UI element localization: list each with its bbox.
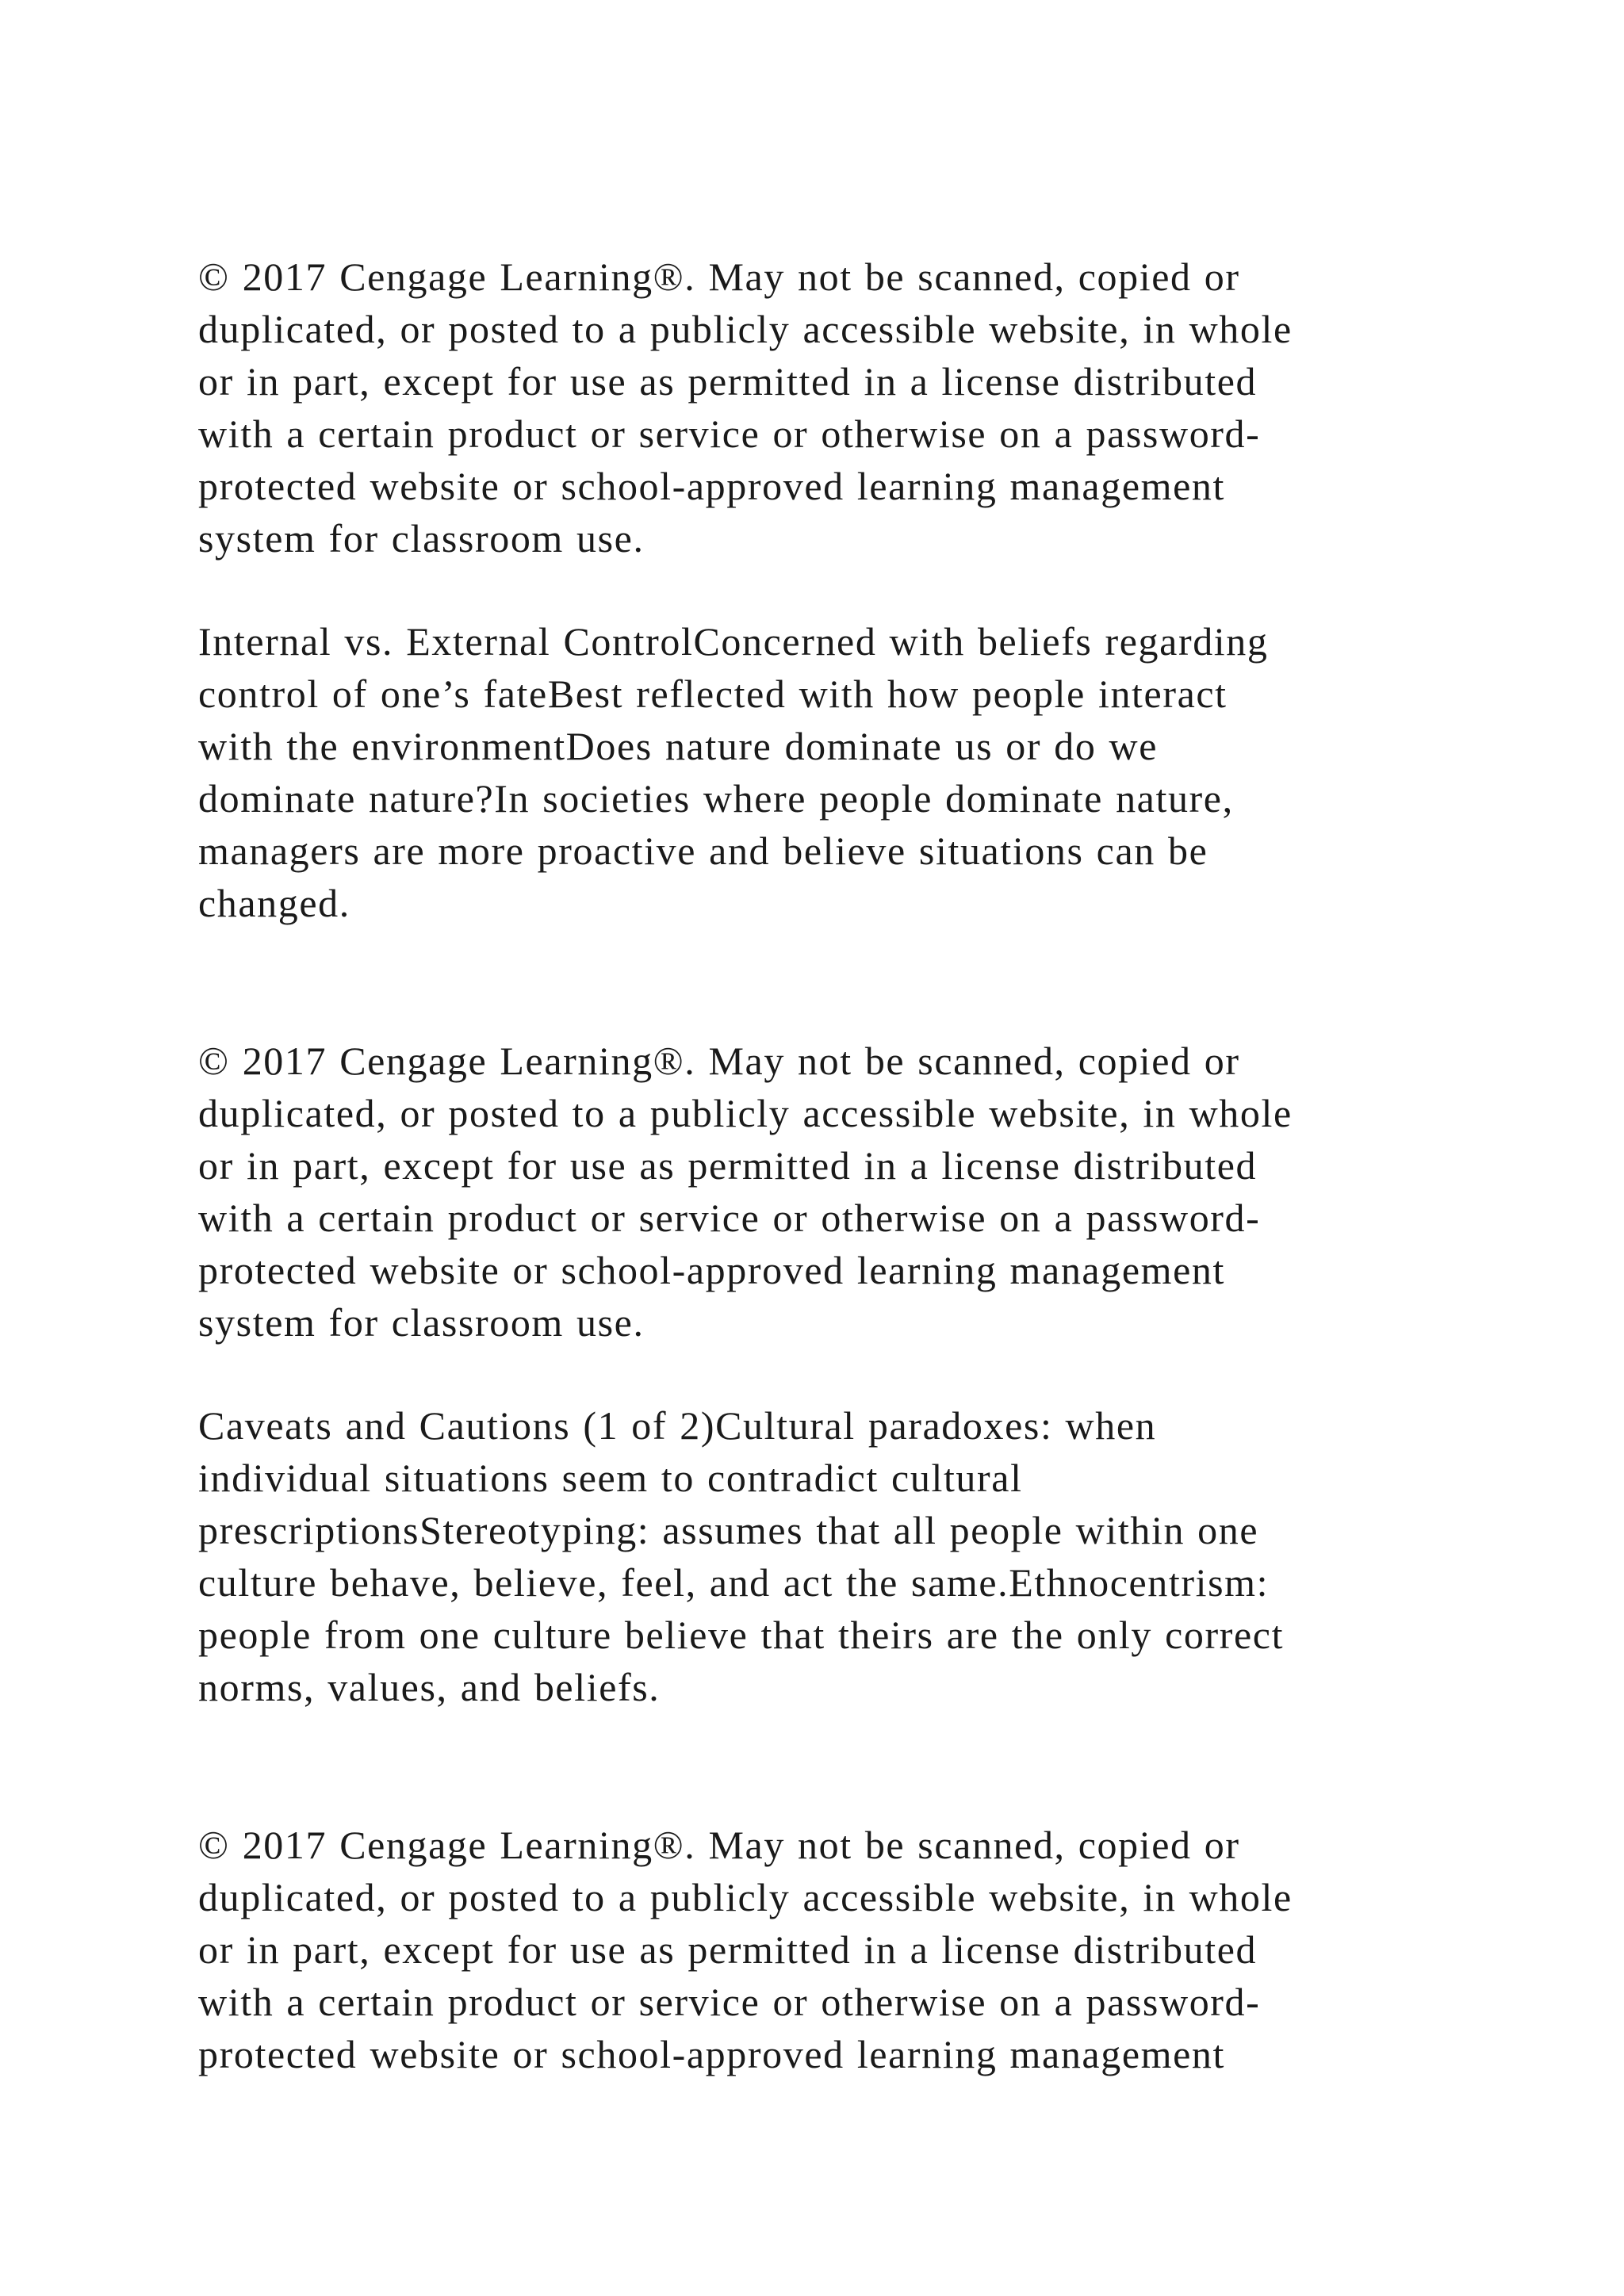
- text-line: changed.: [198, 881, 350, 925]
- text-line: © 2017 Cengage Learning®. May not be scanned, copied or: [198, 1823, 1240, 1867]
- text-line: system for classroom use.: [198, 516, 645, 561]
- text-line: control of one’s fateBest reflected with how people interact: [198, 672, 1228, 716]
- text-line: system for classroom use.: [198, 1300, 645, 1345]
- text-line: individual situations seem to contradict cultural: [198, 1456, 1023, 1500]
- text-line: with a certain product or service or otherwise on a password-: [198, 1196, 1261, 1240]
- text-line: norms, values, and beliefs.: [198, 1665, 661, 1709]
- slide-text-internal-vs-external-control: [198, 615, 1435, 929]
- text-line: © 2017 Cengage Learning®. May not be scanned, copied or: [198, 254, 1240, 299]
- text-line: or in part, except for use as permitted in a license distributed: [198, 1927, 1258, 1972]
- text-line: or in part, except for use as permitted in a license distributed: [198, 359, 1258, 404]
- text-line: Internal vs. External ControlConcerned with beliefs regarding: [198, 619, 1269, 664]
- copyright-notice-2: [198, 1035, 1435, 1349]
- text-line: prescriptionsStereotyping: assumes that all people within one: [198, 1508, 1259, 1552]
- text-line: protected website or school-approved learning management: [198, 2032, 1225, 2076]
- slide-text-caveats-and-cautions: [198, 1399, 1435, 1713]
- text-line: duplicated, or posted to a publicly accessible website, in whole: [198, 1875, 1293, 1919]
- copyright-notice-3: [198, 1819, 1435, 2080]
- text-line: managers are more proactive and believe situations can be: [198, 828, 1208, 873]
- text-line: with a certain product or service or otherwise on a password-: [198, 411, 1261, 456]
- text-line: protected website or school-approved learning management: [198, 464, 1225, 508]
- copyright-notice-1: [198, 251, 1435, 564]
- text-line: Caveats and Cautions (1 of 2)Cultural paradoxes: when: [198, 1403, 1157, 1448]
- text-line: culture behave, believe, feel, and act the same.Ethnocentrism:: [198, 1560, 1270, 1605]
- text-line: duplicated, or posted to a publicly accessible website, in whole: [198, 307, 1293, 351]
- text-line: protected website or school-approved learning management: [198, 1248, 1225, 1292]
- text-line: with the environmentDoes nature dominate us or do we: [198, 724, 1159, 768]
- text-line: people from one culture believe that theirs are the only correct: [198, 1613, 1285, 1657]
- text-line: or in part, except for use as permitted in a license distributed: [198, 1143, 1258, 1188]
- text-line: duplicated, or posted to a publicly accessible website, in whole: [198, 1091, 1293, 1135]
- text-line: with a certain product or service or otherwise on a password-: [198, 1980, 1261, 2024]
- text-line: © 2017 Cengage Learning®. May not be scanned, copied or: [198, 1039, 1240, 1083]
- text-line: dominate nature?In societies where people dominate nature,: [198, 776, 1234, 821]
